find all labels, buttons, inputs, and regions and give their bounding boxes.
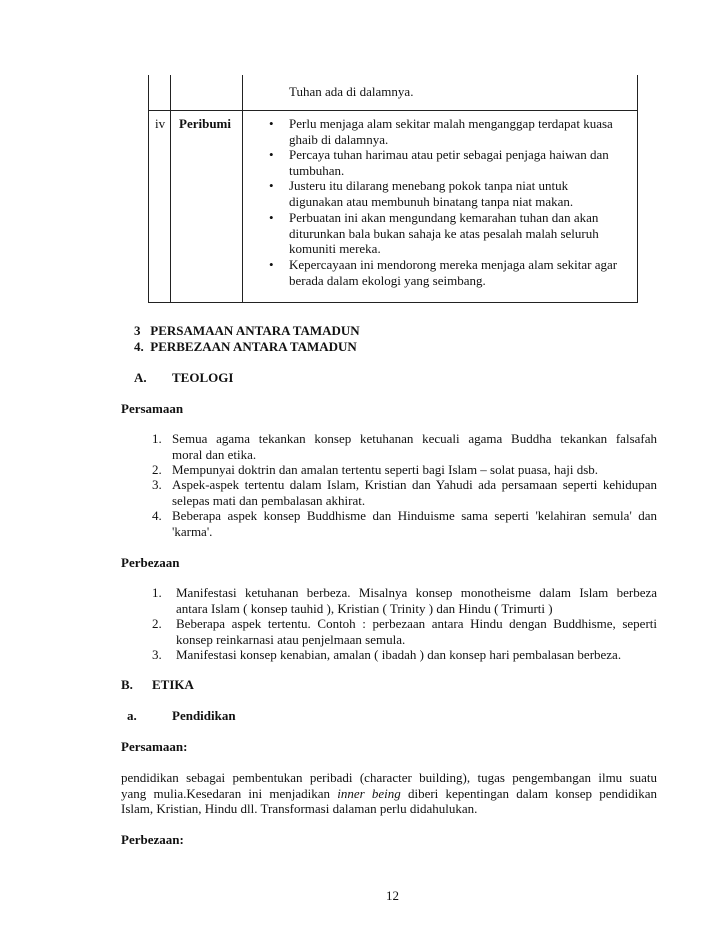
- bullet-line: tumbuhan.: [289, 162, 345, 178]
- list-line: Beberapa aspek tertentu. Contoh : perbezaan antara Hindu dengan Buddhisme, seperti: [176, 616, 657, 631]
- subsection-letter: B.: [121, 677, 133, 692]
- list-line: Aspek-aspek tertentu dalam Islam, Kristian dan Yahudi ada persamaan seperti kehidupan: [172, 477, 657, 492]
- list-line: konsep reinkarnasi atau penjelmaan semula.: [176, 631, 406, 647]
- list-number: 3.: [152, 477, 162, 492]
- paragraph-line: Islam, Kristian, Hindu dll. Transformasi dalaman perlu didahulukan.: [121, 801, 478, 816]
- list-line: Beberapa aspek konsep Buddhisme dan Hinduisme sama seperti 'kelahiran semula' dan: [172, 508, 657, 523]
- subsection-title-etika: ETIKA: [152, 677, 194, 692]
- bullet-line: ghaib di dalamnya.: [289, 131, 389, 147]
- bullet-line: komuniti mereka.: [289, 241, 381, 256]
- list-number: 1.: [152, 431, 162, 446]
- heading-perbezaan-pendidikan: Perbezaan:: [121, 832, 184, 847]
- page-number: 12: [386, 888, 399, 903]
- table-prev-row-text: Tuhan ada di dalamnya.: [289, 84, 414, 99]
- heading-persamaan: Persamaan: [121, 401, 184, 416]
- bullet-line: berada dalam ekologi yang seimbang.: [289, 272, 486, 288]
- bullet-line: diturunkan bala bukan sahaja ke atas pesalah malah seluruh: [289, 225, 599, 241]
- list-line: 'karma'.: [172, 523, 213, 539]
- bullet-line: Percaya tuhan harimau atau petir sebagai penjaga haiwan dan: [289, 147, 609, 162]
- paragraph-text: diberi kepentingan dalam konsep pendidikan: [400, 785, 658, 801]
- list-line: Mempunyai doktrin dan amalan tertentu seperti bagi Islam – solat puasa, haji dsb.: [172, 462, 599, 477]
- list-number: 2.: [152, 462, 162, 477]
- list-number: 4.: [152, 508, 162, 523]
- bullet-line: Kepercayaan ini mendorong mereka menjaga alam sekitar agar: [289, 257, 618, 272]
- list-line: antara Islam ( konsep tauhid ), Kristian ( Trinity ) dan Hindu ( Trimurti ): [176, 600, 553, 616]
- paragraph-line: pendidikan sebagai pembentukan peribadi (character building), tugas pengembangan ilmu suatu: [121, 770, 657, 785]
- subsection-title-pendidikan: Pendidikan: [172, 708, 236, 723]
- table-row-divider: [148, 110, 637, 111]
- list-number: 2.: [152, 616, 162, 631]
- list-line: Manifestasi ketuhanan berbeza. Misalnya konsep monotheisme dalam Islam berbeza: [176, 585, 657, 600]
- table-row-number: iv: [155, 116, 166, 131]
- heading-perbezaan: Perbezaan: [121, 555, 180, 570]
- subsection-letter: a.: [127, 708, 137, 723]
- bullet-line: Perbuatan ini akan mengundang kemarahan tuhan dan akan: [289, 210, 599, 225]
- bullet-line: Perlu menjaga alam sekitar malah menganggap terdapat kuasa: [289, 116, 613, 131]
- paragraph-line: [121, 786, 657, 802]
- paragraph-pendidikan: [121, 770, 657, 817]
- list-line: Manifestasi konsep kenabian, amalan ( ibadah ) dan konsep hari pembalasan berbeza.: [176, 647, 622, 662]
- list-line: Semua agama tekankan konsep ketuhanan kecuali agama Buddha tekankan falsafah: [172, 431, 657, 446]
- bullet-line: digunakan atau membunuh binatang tanpa niat makan.: [289, 193, 574, 209]
- list-number: 1.: [152, 585, 162, 600]
- list-line: moral dan etika.: [172, 446, 257, 462]
- table-row-label: Peribumi: [179, 116, 231, 131]
- subsection-letter: A.: [134, 370, 147, 385]
- paragraph-emphasis: inner being: [337, 785, 401, 801]
- subsection-title-teologi: TEOLOGI: [172, 370, 234, 385]
- paragraph-text: yang mulia.Kesedaran ini menjadikan: [121, 785, 338, 801]
- bullet-line: Justeru itu dilarang menebang pokok tanpa niat untuk: [289, 178, 569, 193]
- heading-persamaan-pendidikan: Persamaan:: [121, 739, 188, 754]
- section-heading-persamaan-tamadun: 3 PERSAMAAN ANTARA TAMADUN: [134, 323, 360, 338]
- list-line: selepas mati dan pembalasan akhirat.: [172, 492, 366, 508]
- section-heading-perbezaan-tamadun: 4. PERBEZAAN ANTARA TAMADUN: [134, 339, 357, 354]
- list-number: 3.: [152, 647, 162, 662]
